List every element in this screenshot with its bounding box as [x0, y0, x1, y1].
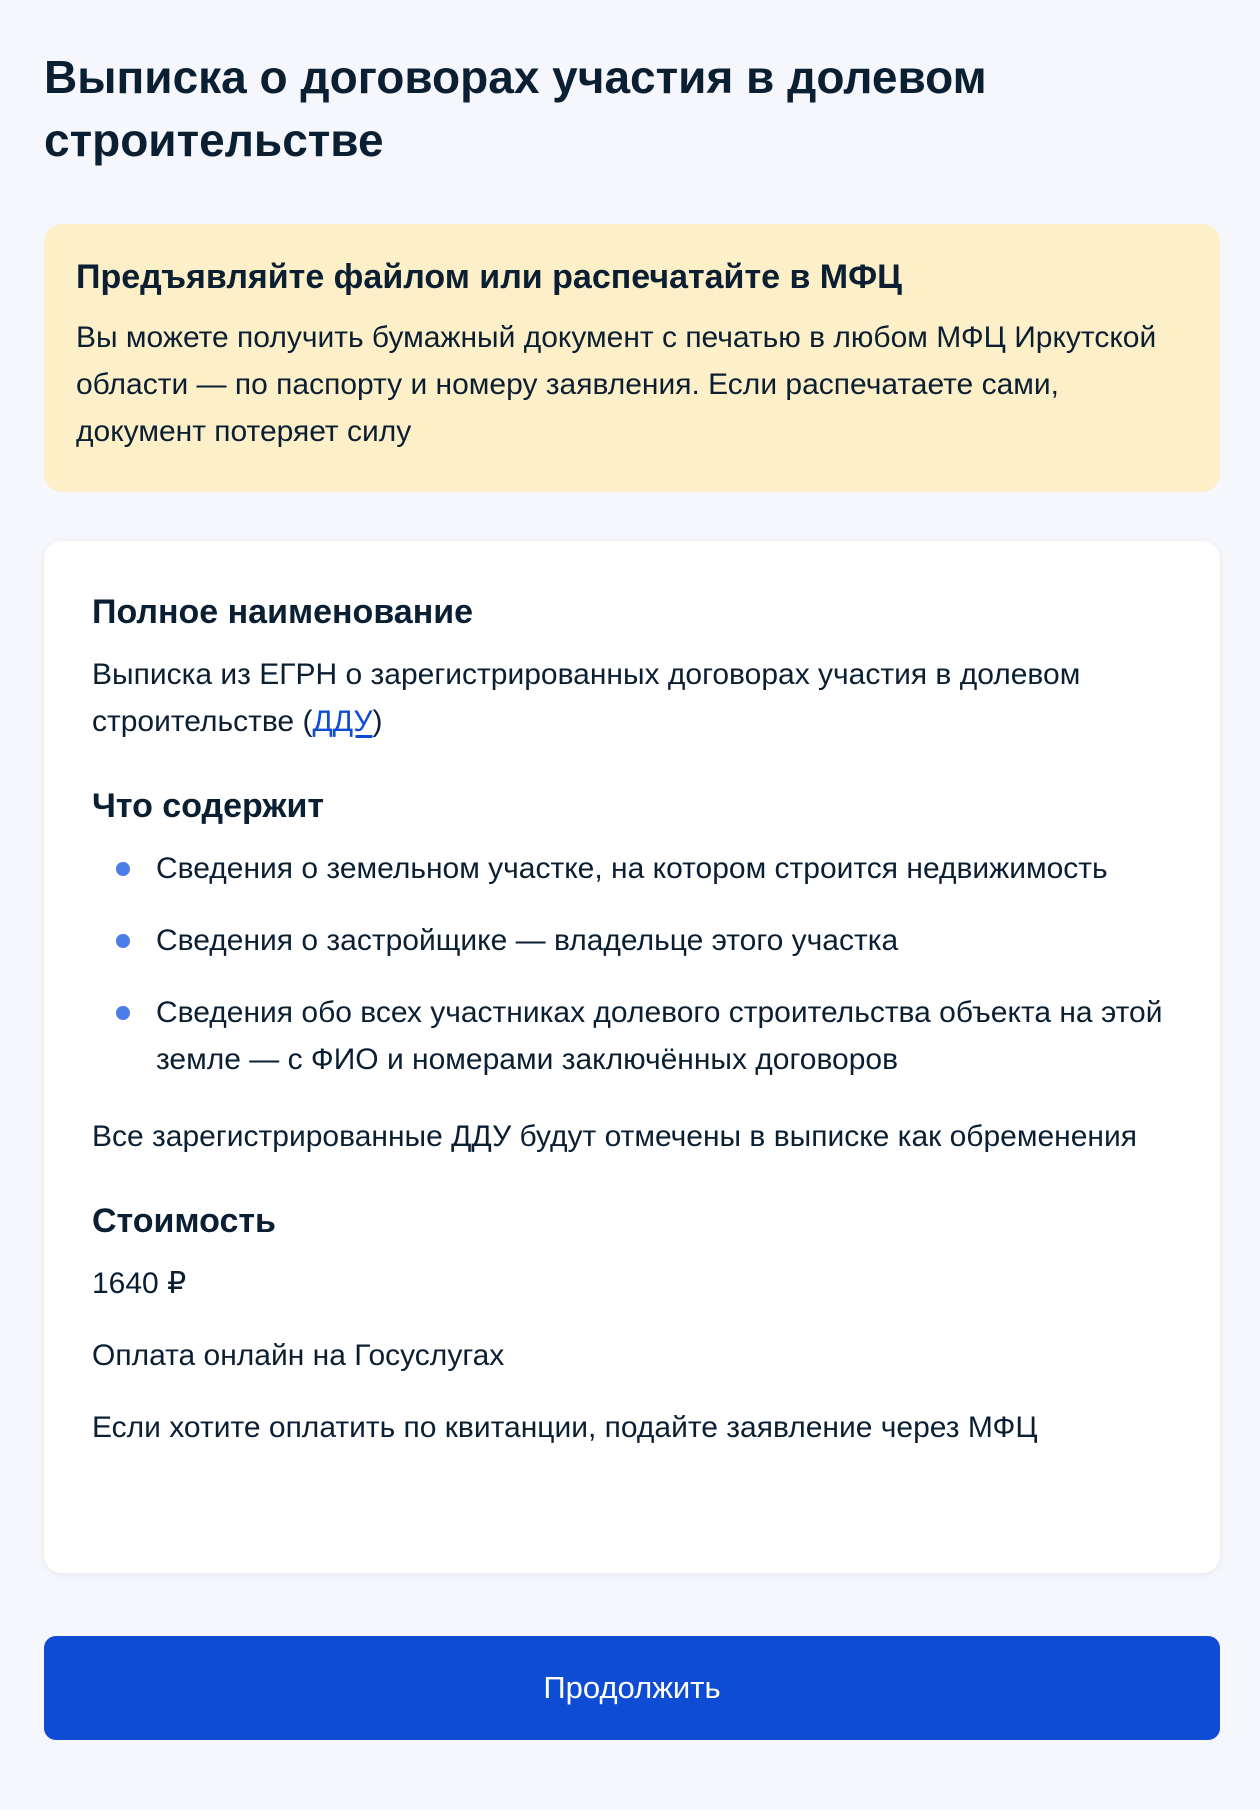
service-info-card: [44, 541, 1220, 1573]
full-name-text: [92, 651, 1172, 745]
list-item: [92, 845, 1172, 892]
bullet-icon: [116, 1006, 130, 1020]
list-item-text: Сведения о застройщике — владельце этого участка: [156, 924, 899, 957]
price-value: 1640 ₽: [92, 1267, 187, 1300]
ddu-link[interactable]: ДДУ: [312, 705, 373, 738]
payment-receipt-text: Если хотите оплатить по квитанции, подайте заявление через МФЦ: [92, 1411, 1038, 1444]
notice-title: Предъявляйте файлом или распечатайте в МФЦ: [76, 258, 902, 296]
bullet-icon: [116, 862, 130, 876]
continue-button[interactable]: Продолжить: [44, 1636, 1220, 1740]
list-item: [92, 917, 1172, 964]
full-name-text-start: Выписка из ЕГРН о зарегистрированных договорах участия в долевом строительстве (: [92, 658, 1081, 738]
cost-heading: Стоимость: [92, 1202, 276, 1240]
full-name-text-end: ): [372, 705, 383, 738]
contents-list: [92, 845, 1172, 1083]
notice-banner: [44, 224, 1220, 492]
page-title: Выписка о договорах участия в долевом строительстве: [44, 51, 987, 166]
notice-text: Вы можете получить бумажный документ с печатью в любом МФЦ Иркутской области — по паспорту и номеру заявления. Если распечатаете сами, документ потеряет силу: [76, 321, 1157, 448]
list-item: [92, 989, 1172, 1083]
full-name-heading: Полное наименование: [92, 593, 474, 631]
encumbrance-note: Все зарегистрированные ДДУ будут отмечены в выписке как обременения: [92, 1120, 1137, 1153]
payment-online-text: Оплата онлайн на Госуслугах: [92, 1339, 505, 1372]
bullet-icon: [116, 934, 130, 948]
list-item-text: Сведения о земельном участке, на котором строится недвижимость: [156, 852, 1108, 885]
list-item-text: Сведения обо всех участниках долевого строительства объекта на этой земле — с ФИО и номерами заключённых договоров: [156, 996, 1163, 1076]
contents-heading: Что содержит: [92, 787, 325, 825]
